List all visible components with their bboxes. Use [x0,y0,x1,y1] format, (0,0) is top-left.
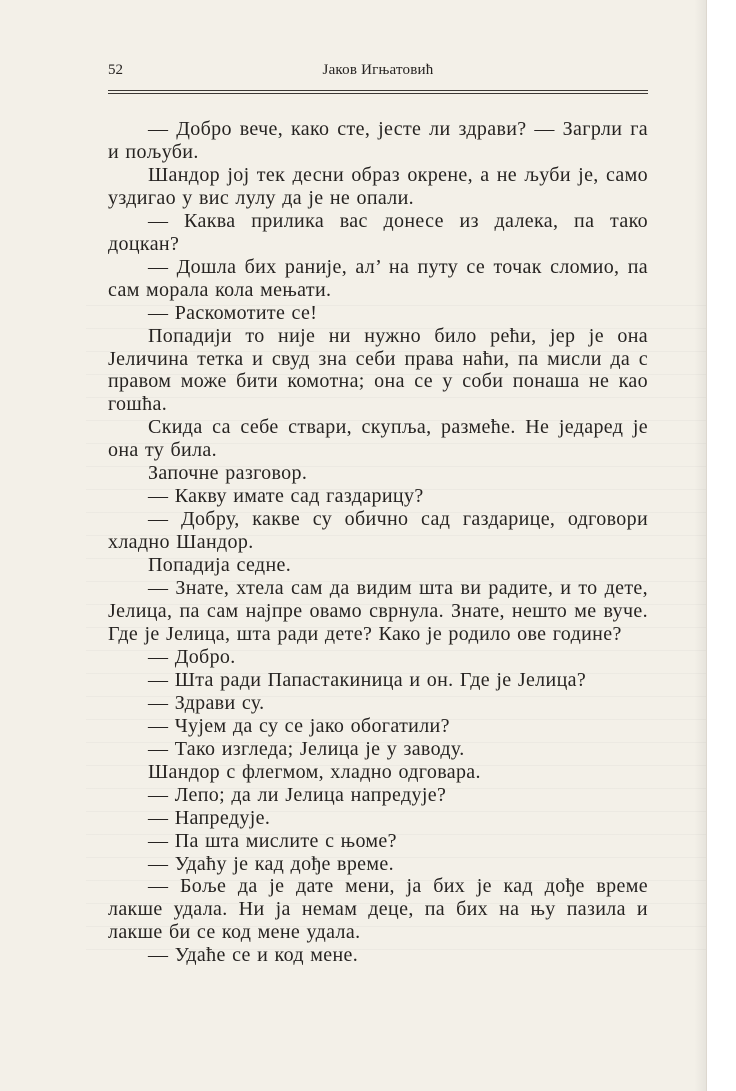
paragraph: — Дошла бих раније, ал’ на путу се точак сломио, па сам морала кола мењати. [108,255,648,301]
paragraph: Шандор с флегмом, хладно одговара. [148,760,481,783]
paragraph: — Здрави су. [148,691,265,714]
paragraph: — Шта ради Папастакиница и он. Где је Јелица? [148,668,587,691]
page-shadow [694,0,706,1091]
paragraph: Шандор јој тек десни образ окрене, а не љуби је, само уздигао у вис лулу да је не опали. [108,163,648,209]
paragraph: — Добро. [148,645,236,668]
paragraph: — Знате, хтела сам да видим шта ви радите, и то дете, Јелица, па сам најпре овамо сврнула. Знате, нешто ме вуче. Где је Јелица, шта ради дете? Како је родило ове године? [108,577,648,645]
paragraph: — Удаће се и код мене. [148,944,359,967]
paragraph: — Боље да је дате мени, ја бих је кад дође време лакше удала. Ни ја немам деце, па бих на њу пазила и лакше би се код мене удала. [108,875,648,944]
paragraph: — Лепо; да ли Јелица напредује? [148,783,447,806]
page-edge [706,0,707,1091]
paragraph: — Чујем да су се јако обогатили? [148,714,450,737]
running-title: Јаков Игњатовић [322,62,434,78]
paragraph: Скида са себе ствари, скупља, размеће. Не једаред је она ту била. [108,416,648,462]
paragraph: — Раскомотите се! [148,301,318,324]
paragraph: — Тако изгледа; Јелица је у заводу. [148,737,465,760]
page-number: 52 [108,62,123,78]
page-body [108,118,648,967]
paragraph: — Каква прилика вас донесе из далека, па тако доцкан? [108,209,648,255]
paragraph: — Напредује. [148,806,271,829]
paragraph: — Добру, какве су обично сад газдарице, одговори хладно Шандор. [108,508,648,554]
paragraph: Започне разговор. [148,462,308,485]
paragraph: — Па шта мислите с њоме? [148,829,397,852]
paragraph: — Удаћу је кад дође време. [148,852,394,875]
paragraph: — Какву имате сад газдарицу? [148,485,424,508]
paragraph: Попадији то није ни нужно било рећи, јер је она Јеличина тетка и свуд зна себи права наћи, па мисли да с правом може бити комотна; она се у соби понаша не као гошћа. [108,324,648,416]
paragraph: — Добро вече, како сте, јесте ли здрави? — Загрли га и пољуби. [108,118,648,163]
paragraph: Попадија седне. [148,554,292,577]
page-header [108,56,648,91]
